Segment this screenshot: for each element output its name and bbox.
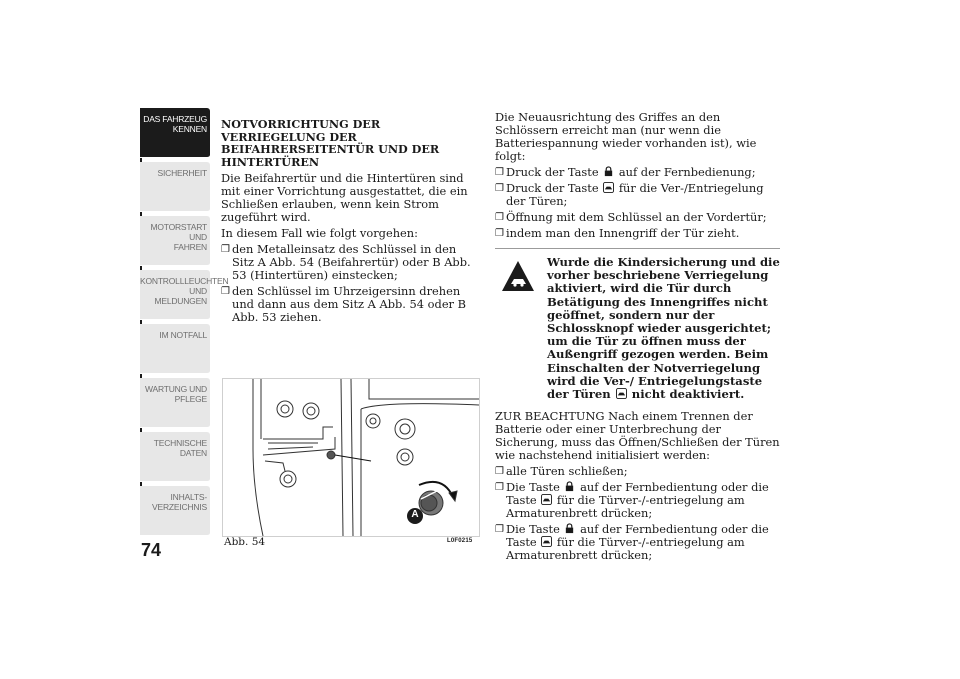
list-item: ❐ den Metalleinsatz des Schlüssel in den Sitz A Abb. 54 (Beifahrertür) oder B Abb. 53 (Hintertüren) einstecken; — [221, 243, 476, 282]
note-paragraph: ZUR BEACHTUNG Nach einem Trennen der Batterie oder einer Unterbrechung der Sicherung, muss das Öffnen/Schließen der Türen wie nachstehend initialisiert werden: — [495, 409, 780, 463]
list-item: ❐ alle Türen schließen; — [495, 465, 780, 478]
tab-wartung-und-pflege[interactable]: WARTUNG UND PFLEGE — [140, 378, 210, 428]
list-item: ❐ Die Taste auf der Fernbedientung oder die Taste für die Türver-/-entriegelung am Armaturenbrett drücken; — [495, 481, 780, 520]
tab-kontrollleuchten[interactable]: KONTROLLLEUCHTEN UND MELDUNGEN — [140, 270, 210, 320]
warning-text: Wurde die Kindersicherung und die vorher beschriebene Verriegelung aktiviert, wird die Tür durch Betätigung des Innengriffes nicht geöffnet, sondern nur der Schlossknopf wieder ausgerichtet; um die Tür zu öffnen muss der Außengriff gezogen werden. Beim Einschalten der Notverriegelung wird die Ver-/ Entriegelungstaste der Türen nicht deaktiviert. — [547, 255, 780, 402]
list-item: ❐ Öffnung mit dem Schlüssel an der Vordertür; — [495, 211, 780, 224]
intro-paragraph: Die Beifahrertür und die Hintertüren sind mit einer Vorrichtung ausgestattet, die ein Schließen erlauben, wenn kein Strom zugeführt wird. — [221, 171, 468, 224]
figure-marker-a: A — [411, 509, 419, 520]
left-column — [221, 118, 476, 327]
figure-door-lock — [222, 378, 480, 537]
padlock-closed-icon — [564, 523, 575, 534]
warning-block — [495, 256, 780, 401]
figure-caption: Abb. 54 — [224, 536, 266, 548]
padlock-closed-icon — [603, 166, 614, 177]
list-item: ❐ Druck der Taste für die Ver-/Entriegelung der Türen; — [495, 182, 780, 208]
list-item: ❐ Die Taste auf der Fernbedientung oder die Taste für die Türver-/-entriegelung am Armaturenbrett drücken; — [495, 523, 780, 562]
tab-das-fahrzeug-kennen[interactable]: DAS FAHRZEUG KENNEN — [140, 108, 210, 158]
list-item: ❐ den Schlüssel im Uhrzeigersinn drehen und dann aus dem Sitz A Abb. 54 oder B Abb. 53 ziehen. — [221, 285, 476, 324]
realignment-intro: Die Neuausrichtung des Griffes an den Schlössern erreicht man (nur wenn die Batteriespannung wieder vorhanden ist), wie folgt: — [495, 110, 757, 163]
divider — [495, 248, 780, 249]
door-lock-illustration — [223, 379, 479, 536]
tab-sicherheit[interactable]: SICHERHEIT — [140, 162, 210, 212]
right-column — [495, 111, 780, 565]
padlock-closed-icon — [564, 481, 575, 492]
figure-code: L0F0215 — [447, 538, 473, 544]
list-item: ❐ Druck der Taste auf der Fernbedienung; — [495, 166, 780, 179]
procedure-intro: In diesem Fall wie folgt vorgehen: — [221, 226, 418, 240]
list-item: ❐ indem man den Innengriff der Tür zieht. — [495, 227, 780, 240]
tab-inhaltsverzeichnis[interactable]: INHALTS- VERZEICHNIS — [140, 486, 210, 536]
car-door-lock-icon — [603, 182, 614, 193]
warning-triangle-icon — [501, 260, 535, 292]
tab-motorstart-und-fahren[interactable]: MOTORSTART UND FAHREN — [140, 216, 210, 266]
car-door-lock-icon — [541, 536, 552, 547]
car-door-lock-icon — [541, 494, 552, 505]
car-door-lock-icon — [616, 388, 627, 399]
section-heading: NOTVORRICHTUNG DER VERRIEGELUNG DER BEIFAHRERSEITENTÜR UND DER HINTERTÜREN — [221, 117, 440, 169]
page-number: 74 — [141, 540, 162, 560]
tab-technische-daten[interactable]: TECHNISCHE DATEN — [140, 432, 210, 482]
tab-im-notfall[interactable]: IM NOTFALL — [140, 324, 210, 374]
